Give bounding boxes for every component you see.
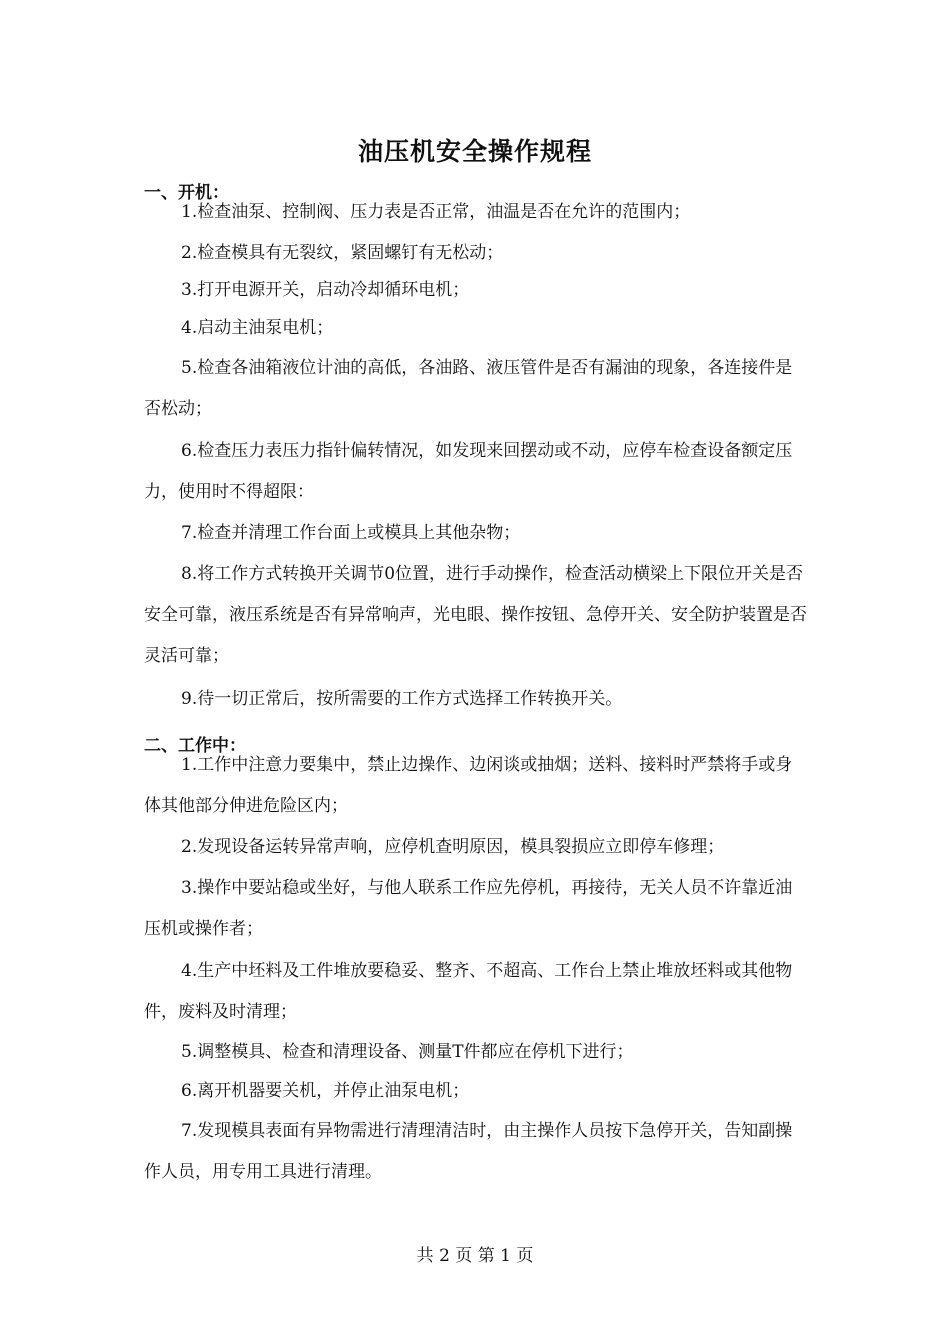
list-item: 7.检查并清理工作台面上或模具上其他杂物； [181, 523, 521, 543]
list-item: 3.打开电源开关，启动冷却循环电机； [181, 280, 470, 300]
list-item: 7.发现模具表面有异物需进行清理清洁时，由主操作人员按下急停开关，告知副操作人员，用专用工具进行清理。 [144, 1121, 793, 1182]
list-item: 5.检查各油箱液位计油的高低，各油路、液压管件是否有漏油的现象，各连接件是否松动； [144, 358, 793, 419]
list-item: 2.检查模具有无裂纹，紧固螺钉有无松动； [181, 243, 504, 263]
list-item: 2.发现设备运转异常声响，应停机查明原因，模具裂损应立即停车修理； [181, 837, 725, 857]
document-title: 油压机安全操作规程 [357, 137, 592, 166]
list-item: 8.将工作方式转换开关调节0位置，进行手动操作，检查活动横梁上下限位开关是否安全可靠，液压系统是否有异常响声，光电眼、操作按钮、急停开关、安全防护装置是否灵活可靠； [144, 564, 807, 666]
list-item: 6.离开机器要关机，并停止油泵电机； [181, 1081, 470, 1101]
list-item: 1.工作中注意力要集中，禁止边操作、边闲谈或抽烟；送料、接料时严禁将手或身体其他部分伸进危险区内； [144, 755, 793, 816]
section-heading-startup: 一、开机： [144, 183, 229, 203]
list-item: 4.启动主油泵电机； [181, 318, 334, 338]
section-heading-during-work: 二、工作中： [144, 736, 246, 756]
list-item: 5.调整模具、检查和清理设备、测量T件都应在停机下进行； [181, 1042, 634, 1062]
page-footer: 共 2 页 第 1 页 [416, 1246, 534, 1266]
list-item: 4.生产中坯料及工件堆放要稳妥、整齐、不超高、工作台上禁止堆放坯料或其他物件，废料及时清理； [144, 961, 793, 1022]
list-item: 3.操作中要站稳或坐好，与他人联系工作应先停机，再接待，无关人员不许靠近油压机或操作者； [144, 878, 793, 939]
list-item: 9.待一切正常后，按所需要的工作方式选择工作转换开关。 [181, 689, 623, 709]
list-item: 6.检查压力表压力指针偏转情况，如发现来回摆动或不动，应停车检查设备额定压力，使用时不得超限： [144, 441, 793, 502]
list-item: 1.检查油泵、控制阀、压力表是否正常，油温是否在允许的范围内； [181, 202, 691, 222]
